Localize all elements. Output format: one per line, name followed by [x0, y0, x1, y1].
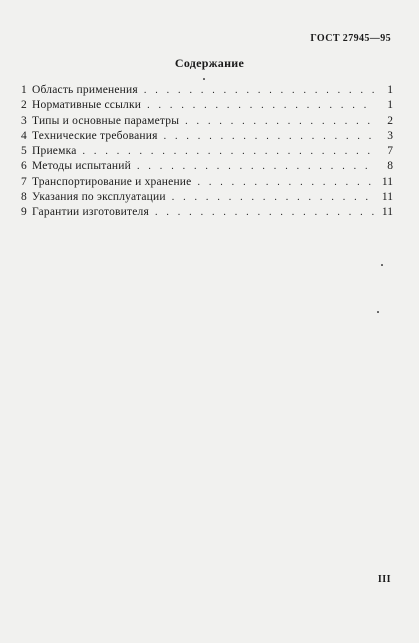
toc-item[interactable]	[21, 160, 393, 175]
toc-item-title: Гарантии изготовителя	[32, 206, 149, 219]
scan-speck	[203, 78, 205, 80]
toc-item-number: 8	[21, 191, 27, 204]
dot-leader	[147, 100, 375, 111]
table-of-contents	[21, 84, 393, 222]
dot-leader	[185, 116, 375, 127]
dot-leader	[144, 85, 375, 96]
dot-leader	[83, 146, 375, 157]
toc-item[interactable]	[21, 145, 393, 160]
toc-item[interactable]	[21, 130, 393, 145]
toc-item-title: Область применения	[32, 84, 138, 96]
toc-item-title: Приемка	[32, 145, 77, 158]
toc-item-page: 8	[387, 160, 393, 173]
toc-item[interactable]	[21, 99, 393, 114]
toc-item-number: 3	[21, 114, 27, 127]
toc-title: Содержание	[174, 56, 245, 70]
dot-leader	[155, 207, 375, 218]
scan-speck	[381, 264, 383, 266]
toc-item-number: 2	[21, 99, 27, 112]
toc-item-page: 7	[387, 145, 393, 158]
toc-item-page: 11	[381, 206, 393, 219]
toc-item-number: 7	[21, 175, 27, 188]
toc-item[interactable]	[21, 115, 393, 130]
toc-item-number: 5	[21, 145, 27, 158]
dot-leader	[197, 177, 375, 188]
dot-leader	[164, 131, 375, 142]
dot-leader	[172, 192, 375, 203]
toc-item-title: Технические требования	[32, 129, 158, 142]
page-number: III	[377, 574, 391, 585]
toc-item[interactable]	[21, 176, 393, 191]
toc-item-number: 1	[21, 84, 27, 96]
document-code: ГОСТ 27945—95	[310, 33, 391, 44]
toc-item[interactable]	[21, 191, 393, 206]
toc-item-page: 2	[387, 114, 393, 127]
toc-item-number: 6	[21, 160, 27, 173]
toc-item[interactable]	[21, 84, 393, 99]
toc-item-title: Методы испытаний	[32, 160, 131, 173]
toc-item-page: 1	[387, 99, 393, 112]
toc-item-number: 4	[21, 129, 27, 142]
toc-item-page: 3	[387, 129, 393, 142]
scan-speck	[377, 311, 379, 313]
toc-item-title: Типы и основные параметры	[32, 114, 180, 127]
toc-item-title: Нормативные ссылки	[32, 99, 142, 112]
toc-item-title: Указания по эксплуатации	[32, 191, 166, 204]
toc-item-page: 11	[381, 191, 393, 204]
toc-item-title: Транспортирование и хранение	[32, 175, 192, 188]
toc-item[interactable]	[21, 206, 393, 221]
toc-item-number: 9	[21, 206, 27, 219]
dot-leader	[137, 161, 375, 172]
toc-item-page: 1	[387, 84, 393, 96]
toc-item-page: 11	[381, 175, 393, 188]
